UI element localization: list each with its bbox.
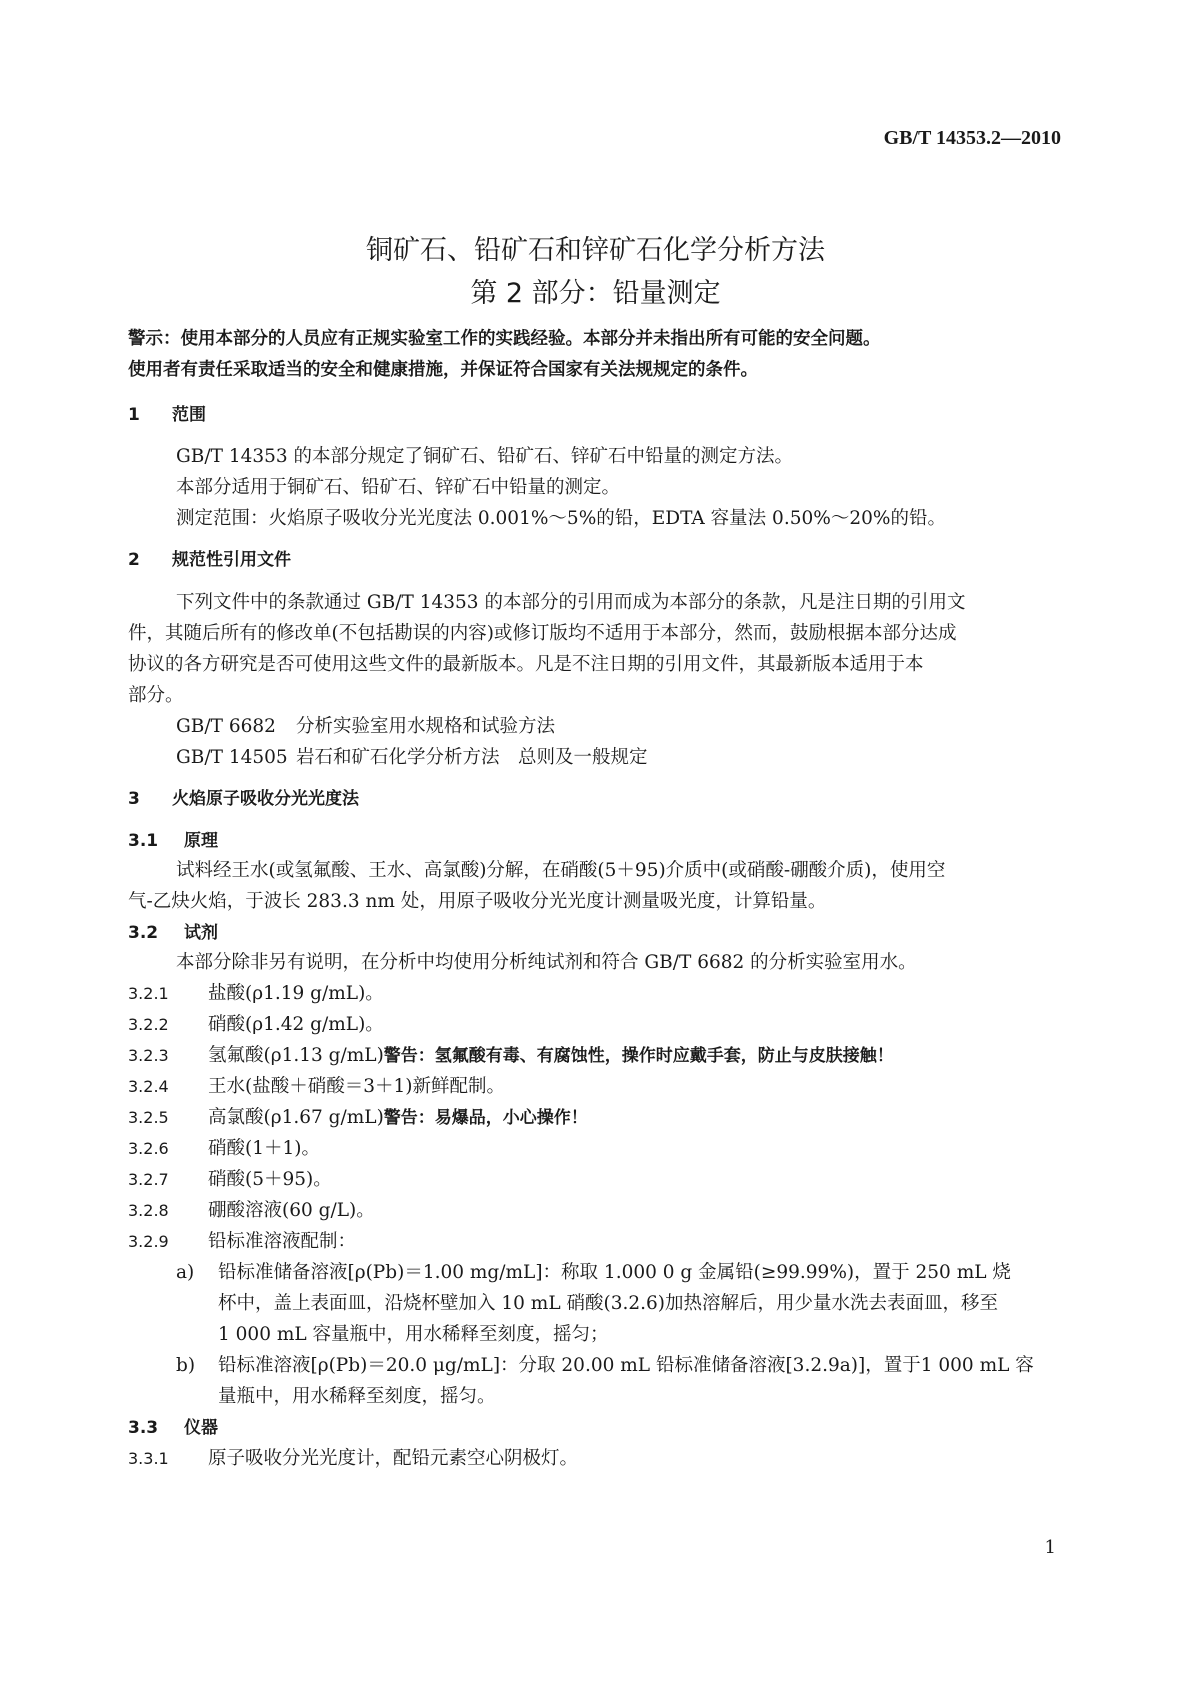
item-number: 3.2.8 [128, 1201, 169, 1220]
item-text: 硼酸溶液(60 g/L)。 [208, 1200, 375, 1221]
section-number: 3 [128, 789, 140, 809]
reagent-item [128, 1165, 332, 1191]
subsection-title: 试剂 [184, 923, 218, 943]
reagent-item [128, 979, 384, 1005]
warning-line-1: 警示：使用本部分的人员应有正规实验室工作的实践经验。本部分并未指出所有可能的安全问题。 [128, 329, 881, 349]
item-text: 高氯酸(ρ1.67 g/mL) [208, 1107, 384, 1128]
subsection-number: 3.1 [128, 831, 159, 851]
section-2-heading [128, 545, 291, 570]
standard-code: GB/T 14353.2—2010 [883, 127, 1061, 149]
page-number: 1 [1044, 1537, 1056, 1558]
paragraph-line: 试料经王水(或氢氟酸、王水、高氯酸)分解，在硝酸(5＋95)介质中(或硝酸-硼酸介质)，使用空 [176, 860, 946, 881]
item-text: 王水(盐酸＋硝酸＝3＋1)新鲜配制。 [208, 1076, 505, 1097]
item-number: 3.2.6 [128, 1139, 169, 1158]
reagent-item [128, 1196, 375, 1222]
sub-item-a [176, 1258, 1011, 1284]
item-number: 3.2.2 [128, 1015, 169, 1034]
section-number: 2 [128, 550, 140, 570]
reagent-item [128, 1041, 894, 1067]
item-text: 硝酸(1＋1)。 [208, 1138, 320, 1159]
subsection-number: 3.2 [128, 923, 159, 943]
reagent-item [128, 1103, 588, 1129]
subsection-3-2-heading [128, 918, 218, 943]
item-text: 硝酸(5＋95)。 [208, 1169, 332, 1190]
item-number: 3.2.3 [128, 1046, 169, 1065]
section-number: 1 [128, 405, 140, 425]
reference-title: 分析实验室用水规格和试验方法 [296, 716, 556, 737]
section-title: 火焰原子吸收分光光度法 [172, 789, 359, 809]
subsection-title: 原理 [184, 831, 218, 851]
item-number: 3.2.5 [128, 1108, 169, 1127]
item-number: 3.2.7 [128, 1170, 169, 1189]
reagent-item [128, 1072, 505, 1098]
reagent-item [128, 1227, 356, 1253]
item-number: 3.2.1 [128, 984, 169, 1003]
paragraph-line: 下列文件中的条款通过 GB/T 14353 的本部分的引用而成为本部分的条款，凡是注日期的引用文 [176, 592, 966, 613]
document-subtitle: 第 2 部分：铅量测定 [470, 278, 721, 309]
reagent-item [128, 1010, 384, 1036]
paragraph: 测定范围：火焰原子吸收分光光度法 0.001%～5%的铅，EDTA 容量法 0.50%～20%的铅。 [176, 508, 946, 529]
paragraph: GB/T 14353 的本部分规定了铜矿石、铅矿石、锌矿石中铅量的测定方法。 [176, 446, 794, 467]
item-text: 氢氟酸(ρ1.13 g/mL) [208, 1045, 384, 1066]
subsection-title: 仪器 [184, 1418, 218, 1438]
sub-item-text: 铅标准储备溶液[ρ(Pb)＝1.00 mg/mL]：称取 1.000 0 g 金属铅(≥99.99%)，置于 250 mL 烧 [218, 1262, 1011, 1283]
paragraph: 本部分除非另有说明，在分析中均使用分析纯试剂和符合 GB/T 6682 的分析实验室用水。 [176, 952, 917, 973]
warning-line-2: 使用者有责任采取适当的安全和健康措施，并保证符合国家有关法规规定的条件。 [128, 360, 758, 380]
sub-item-line: 1 000 mL 容量瓶中，用水稀释至刻度，摇匀； [218, 1324, 609, 1345]
paragraph-line: 件，其随后所有的修改单(不包括勘误的内容)或修订版均不适用于本部分，然而，鼓励根据本部分达成 [128, 623, 957, 644]
sub-item-number: a) [176, 1262, 195, 1283]
section-title: 规范性引用文件 [172, 550, 291, 570]
paragraph-line: 气-乙炔火焰，于波长 283.3 nm 处，用原子吸收分光光度计测量吸光度，计算铅量。 [128, 891, 827, 912]
instrument-item [128, 1444, 578, 1470]
subsection-number: 3.3 [128, 1418, 159, 1438]
subsection-3-1-heading [128, 826, 218, 851]
item-text: 盐酸(ρ1.19 g/mL)。 [208, 983, 384, 1004]
subsection-3-3-heading [128, 1413, 218, 1438]
paragraph-line: 部分。 [128, 685, 184, 706]
paragraph-line: 协议的各方研究是否可使用这些文件的最新版本。凡是不注日期的引用文件，其最新版本适用于本 [128, 654, 924, 675]
sub-item-line: 量瓶中，用水稀释至刻度，摇匀。 [218, 1386, 496, 1407]
sub-item-number: b) [176, 1355, 196, 1376]
reference-code: GB/T 14505 [176, 747, 288, 768]
reference-item [176, 743, 648, 769]
item-number: 3.2.9 [128, 1232, 169, 1251]
section-3-heading [128, 784, 359, 809]
section-title: 范围 [172, 405, 206, 425]
reagent-item [128, 1134, 320, 1160]
paragraph: 本部分适用于铜矿石、铅矿石、锌矿石中铅量的测定。 [176, 477, 621, 498]
sub-item-b [176, 1351, 1034, 1377]
sub-item-line: 杯中，盖上表面皿，沿烧杯壁加入 10 mL 硝酸(3.2.6)加热溶解后，用少量水洗去表面皿，移至 [218, 1293, 999, 1314]
section-1-heading [128, 400, 206, 425]
item-text: 原子吸收分光光度计，配铅元素空心阴极灯。 [208, 1448, 579, 1469]
item-number: 3.2.4 [128, 1077, 169, 1096]
item-text: 铅标准溶液配制： [208, 1231, 357, 1252]
reference-code: GB/T 6682 [176, 716, 276, 737]
warning-text: 警告：氢氟酸有毒、有腐蚀性，操作时应戴手套，防止与皮肤接触！ [383, 1046, 894, 1066]
item-text: 硝酸(ρ1.42 g/mL)。 [208, 1014, 384, 1035]
sub-item-text: 铅标准溶液[ρ(Pb)＝20.0 μg/mL]：分取 20.00 mL 铅标准储备溶液[3.2.9a)]，置于1 000 mL 容 [218, 1355, 1034, 1376]
reference-item [176, 712, 555, 738]
warning-text: 警告：易爆品，小心操作！ [383, 1108, 588, 1128]
reference-title: 岩石和矿石化学分析方法 总则及一般规定 [296, 747, 648, 768]
item-number: 3.3.1 [128, 1449, 169, 1468]
document-title: 铜矿石、铅矿石和锌矿石化学分析方法 [366, 235, 825, 266]
